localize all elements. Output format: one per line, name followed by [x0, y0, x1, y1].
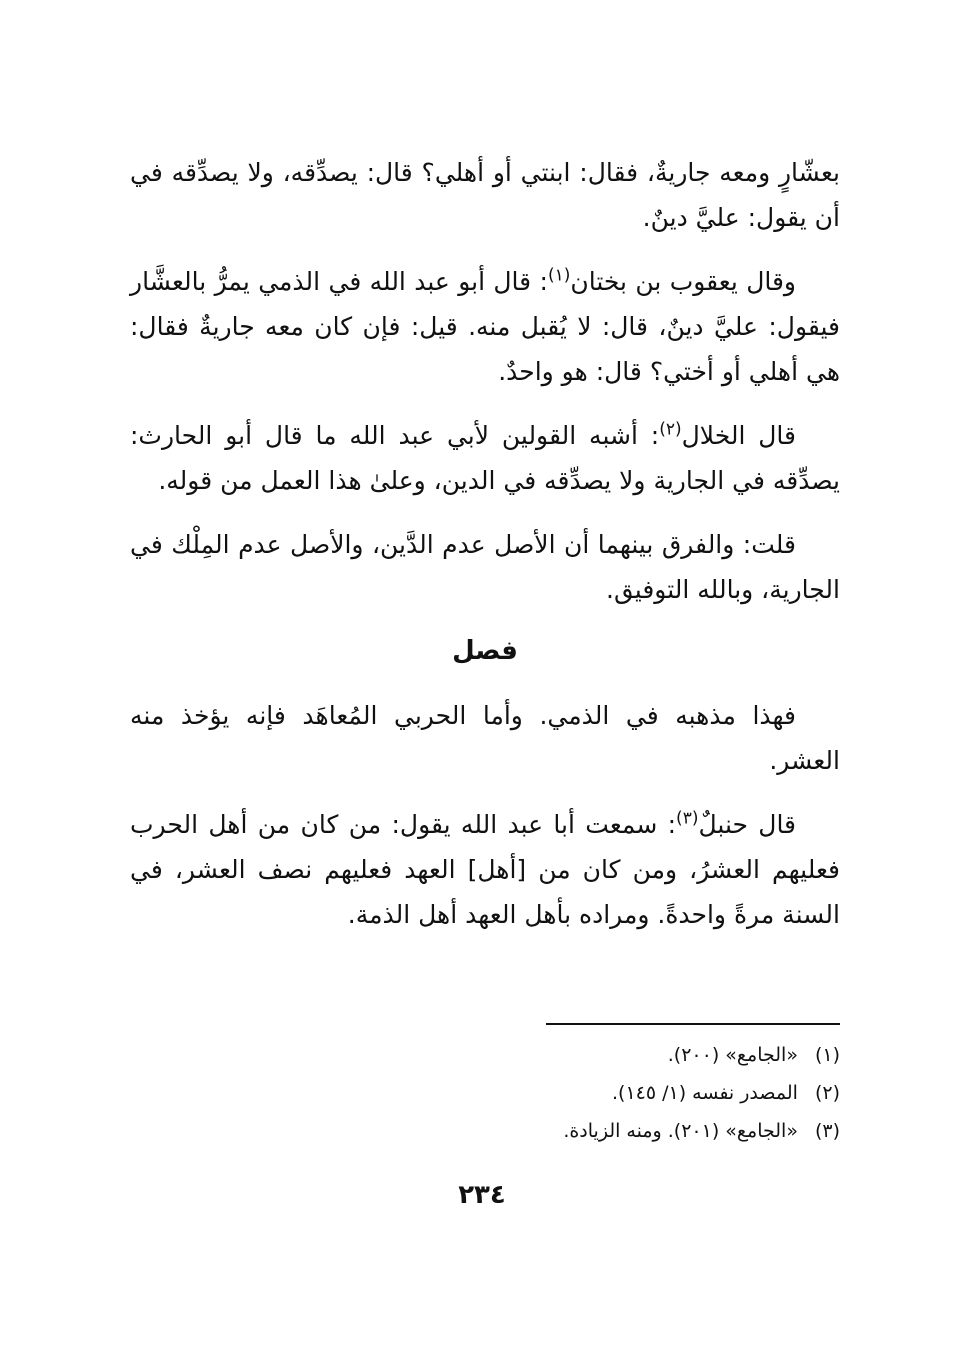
paragraph-1-text: بعشّارٍ ومعه جاريةٌ، فقال: ابنتي أو أهلي؟ قال: يصدِّقه، ولا يصدِّقه في أن يقول: عليَّ دينٌ. [130, 158, 840, 232]
footnote-1 [130, 1038, 840, 1072]
footnote-ref-2: (٢) [659, 419, 682, 440]
paragraph-2 [130, 259, 840, 394]
footnote-3-number: (٣) [814, 1120, 840, 1142]
paragraph-6-text-after: : سمعت أبا عبد الله يقول: من كان من أهل الحرب فعليهم العشرُ، ومن كان من [أهل] العهد فعليهم نصف العشر، في السنة مرةً واحدةً. ومراده بأهل العهد أهل الذمة. [130, 810, 840, 929]
footnote-3 [130, 1114, 840, 1148]
paragraph-1 [130, 150, 840, 240]
footnote-ref-3: (٣) [676, 808, 699, 829]
page-body [130, 150, 840, 956]
paragraph-3 [130, 413, 840, 503]
paragraph-2-text-after: : قال أبو عبد الله في الذمي يمرُّ بالعشَّار فيقول: عليَّ دينٌ، قال: لا يُقبل منه. قيل: فإن كان معه جاريةٌ فقال: هي أهلي أو أختي؟ قال: هو واحدٌ. [130, 267, 840, 386]
paragraph-3-text-after: : أشبه القولين لأبي عبد الله ما قال أبو الحارث: يصدِّقه في الجارية ولا يصدِّقه في الدين، وعلىٰ هذا العمل من قوله. [130, 421, 840, 495]
paragraph-4-text: قلت: والفرق بينهما أن الأصل عدم الدَّين، والأصل عدم المِلْك في الجارية، وبالله التوفيق. [130, 530, 840, 604]
footnote-3-text: «الجامع» (٢٠١). ومنه الزيادة. [563, 1120, 798, 1142]
footnote-1-text: «الجامع» (٢٠٠). [667, 1044, 798, 1066]
footnotes [130, 1038, 840, 1152]
footnote-1-number: (١) [814, 1044, 840, 1066]
paragraph-4 [130, 522, 840, 612]
paragraph-5 [130, 693, 840, 783]
paragraph-6-text-before: قال حنبلٌ [698, 810, 797, 839]
footnote-2-text: المصدر نفسه (١/ ١٤٥). [611, 1082, 798, 1104]
footnote-2 [130, 1076, 840, 1110]
paragraph-5-text: فهذا مذهبه في الذمي. وأما الحربي المُعاهَد فإنه يؤخذ منه العشر. [130, 701, 840, 775]
section-heading: فصل [452, 636, 518, 666]
page-number: ٢٣٤ [458, 1180, 506, 1210]
paragraph-2-text-before: وقال يعقوب بن بختان [570, 267, 796, 296]
paragraph-3-text-before: قال الخلال [681, 421, 796, 450]
footnote-2-number: (٢) [814, 1082, 840, 1104]
footnote-divider [546, 1023, 840, 1025]
paragraph-6 [130, 802, 840, 937]
footnote-ref-1: (١) [547, 265, 571, 286]
